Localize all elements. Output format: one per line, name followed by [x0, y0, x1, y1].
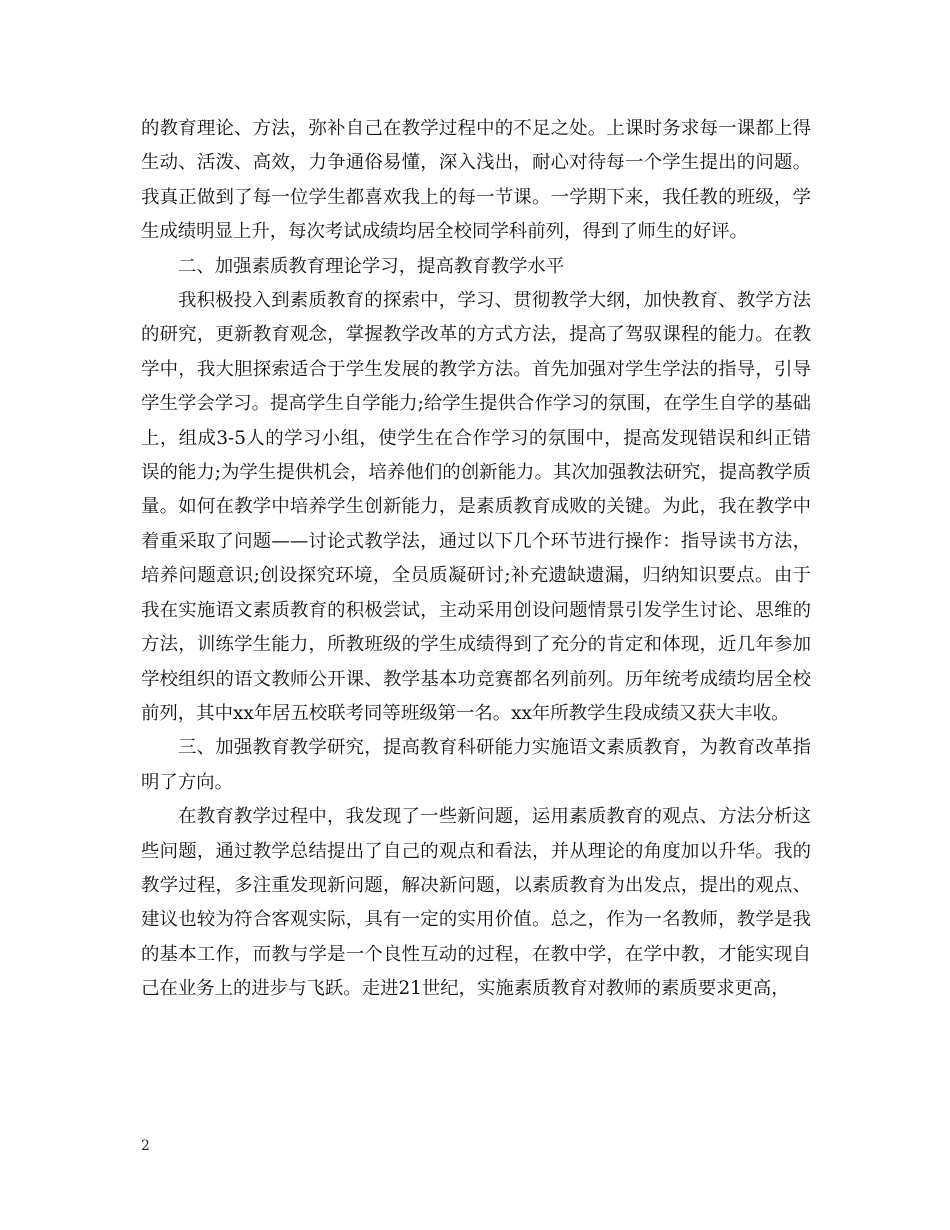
document-body [141, 112, 811, 1007]
paragraph-quality-education: 我积极投入到素质教育的探索中，学习、贯彻教学大纲，加快教育、教学方法的研究，更新教育观念，掌握教学改革的方式方法，提高了驾驭课程的能力。在教学中，我大胆探索适合于学生发展的教学方法。首先加强对学生学法的指导，引导学生学会学习。提高学生自学能力;给学生提供合作学习的氛围，在学生自学的基础上，组成3-5人的学习小组，使学生在合作学习的氛围中，提高发现错误和纠正错误的能力;为学生提供机会，培养他们的创新能力。其次加强教法研究，提高教学质量。如何在教学中培养学生创新能力，是素质教育成败的关键。为此，我在教学中着重采取了问题——讨论式教学法，通过以下几个环节进行操作：指导读书方法，培养问题意识;创设探究环境，全员质凝研讨;补充遗缺遗漏，归纳知识要点。由于我在实施语文素质教育的积极尝试，主动采用创设问题情景引发学生讨论、思维的方法，训练学生能力，所教班级的学生成绩得到了充分的肯定和体现，近几年参加学校组织的语文教师公开课、教学基本功竞赛都名列前列。历年统考成绩均居全校前列，其中xx年居五校联考同等班级第一名。xx年所教学生段成绩又获大丰收。 [141, 290, 811, 724]
section-heading-two: 二、加强素质教育理论学习，提高教育教学水平 [178, 255, 565, 277]
paragraph-continuation: 的教育理论、方法，弥补自己在教学过程中的不足之处。上课时务求每一课都上得生动、活泼、高效，力争通俗易懂，深入浅出，耐心对待每一个学生提出的问题。我真正做到了每一位学生都喜欢我上的每一节课。一学期下来，我任教的班级，学生成绩明显上升，每次考试成绩均居全校同学科前列，得到了师生的好评。 [141, 118, 811, 243]
paragraph-research: 在教育教学过程中，我发现了一些新问题，运用素质教育的观点、方法分析这些问题，通过教学总结提出了自己的观点和看法，并从理论的角度加以升华。我的教学过程，多注重发现新问题，解决新问题，以素质教育为出发点，提出的观点、建议也较为符合客观实际，具有一定的实用价值。总之，作为一名教师，教学是我的基本工作，而教与学是一个良性互动的过程，在教中学，在学中教，才能实现自己在业务上的进步与飞跃。走进21世纪，实施素质教育对教师的素质要求更高， [141, 806, 811, 1000]
section-heading-three: 三、加强教育教学研究，提高教育科研能力实施语文素质教育，为教育改革指明了方向。 [141, 737, 811, 793]
page-number: 2 [141, 1138, 150, 1154]
